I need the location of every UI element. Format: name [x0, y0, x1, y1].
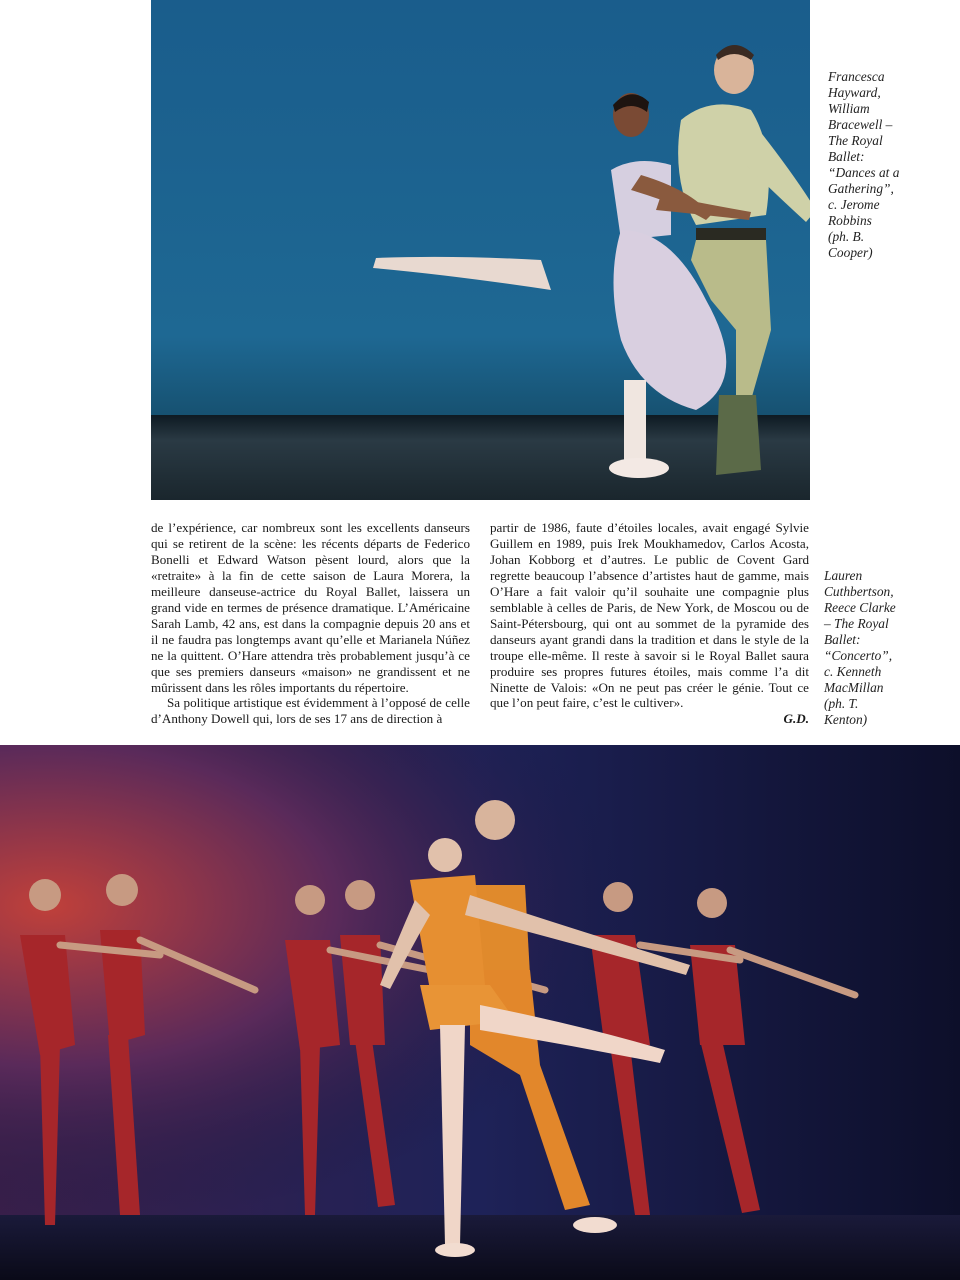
- caption-line: Ballet:: [828, 149, 865, 164]
- article-column-left: [151, 520, 470, 727]
- caption-concerto: [824, 568, 954, 728]
- article-paragraph: partir de 1986, faute d’étoiles locales, avait engagé Sylvie Guillem en 1989, puis Irek Moukhamedov, Carlos Acosta, Johan Kobborg et d’autres. Le public de Covent Gard regrette beaucoup l’absence d’artistes haut de gamme, mais O’Hare a fait valoir qu’il souhaite une compagnie plus semblable à celles de Paris, de New York, de Moscou ou de Saint-Pétersbourg, qui ont au sommet de la pyramide des danseurs ayant grandi dans la tradition et dans le style de la troupe elle-même. Il reste à savoir si le Royal Ballet saura produire ses propres futures étoiles, mais comme l’a dit Ninette de Valois: «On ne peut pas créer le génie. Tout ce que l’on peut faire, c’est le cultiver».: [490, 520, 809, 711]
- caption-line: Gathering”,: [828, 181, 894, 196]
- caption-line: MacMillan: [824, 680, 884, 695]
- caption-line: The Royal: [828, 133, 883, 148]
- caption-line: “Dances at a: [828, 165, 900, 180]
- caption-line: Kenton): [824, 712, 868, 727]
- caption-line: William: [828, 101, 870, 116]
- article-paragraph: Sa politique artistique est évidemment à l’opposé de celle d’Anthony Dowell qui, lors de ses 17 ans de direction à: [151, 695, 470, 727]
- caption-line: (ph. T.: [824, 696, 859, 711]
- caption-line: c. Jerome: [828, 197, 880, 212]
- photo-dances-at-a-gathering: [151, 0, 810, 500]
- caption-line: Francesca: [828, 69, 885, 84]
- caption-line: Bracewell –: [828, 117, 893, 132]
- caption-line: (ph. B.: [828, 229, 865, 244]
- caption-line: – The Royal: [824, 616, 889, 631]
- photo-concerto: [0, 745, 960, 1280]
- caption-line: c. Kenneth: [824, 664, 882, 679]
- caption-line: Cooper): [828, 245, 873, 260]
- article-column-right: [490, 520, 809, 727]
- article-paragraph: de l’expérience, car nombreux sont les excellents danseurs qui se retirent de la scène: les récents départs de Federico Bonelli et Edward Watson pèsent lourd, alors que la «retraite» à la fin de cette saison de Laura Morera, la meilleure danseuse-actrice du Royal Ballet, laissera un grand vide en termes de présence dramatique. L’Américaine Sarah Lamb, 42 ans, est dans la compagnie depuis 20 ans et il ne faudra pas longtemps avant qu’elle et Marianela Núñez ne la quittent. O’Hare attendra très probablement jusqu’à ce que ses premiers danseurs «maison» ne grandissent et ne mûrissent dans les rôles importants du répertoire.: [151, 520, 470, 695]
- caption-line: Cuthbertson,: [824, 584, 894, 599]
- caption-line: Hayward,: [828, 85, 881, 100]
- caption-line: “Concerto”,: [824, 648, 893, 663]
- caption-dances-at-a-gathering: [828, 69, 948, 261]
- caption-line: Lauren: [824, 568, 863, 583]
- caption-line: Reece Clarke: [824, 600, 896, 615]
- caption-line: Ballet:: [824, 632, 861, 647]
- caption-line: Robbins: [828, 213, 872, 228]
- author-signature: G.D.: [783, 711, 809, 727]
